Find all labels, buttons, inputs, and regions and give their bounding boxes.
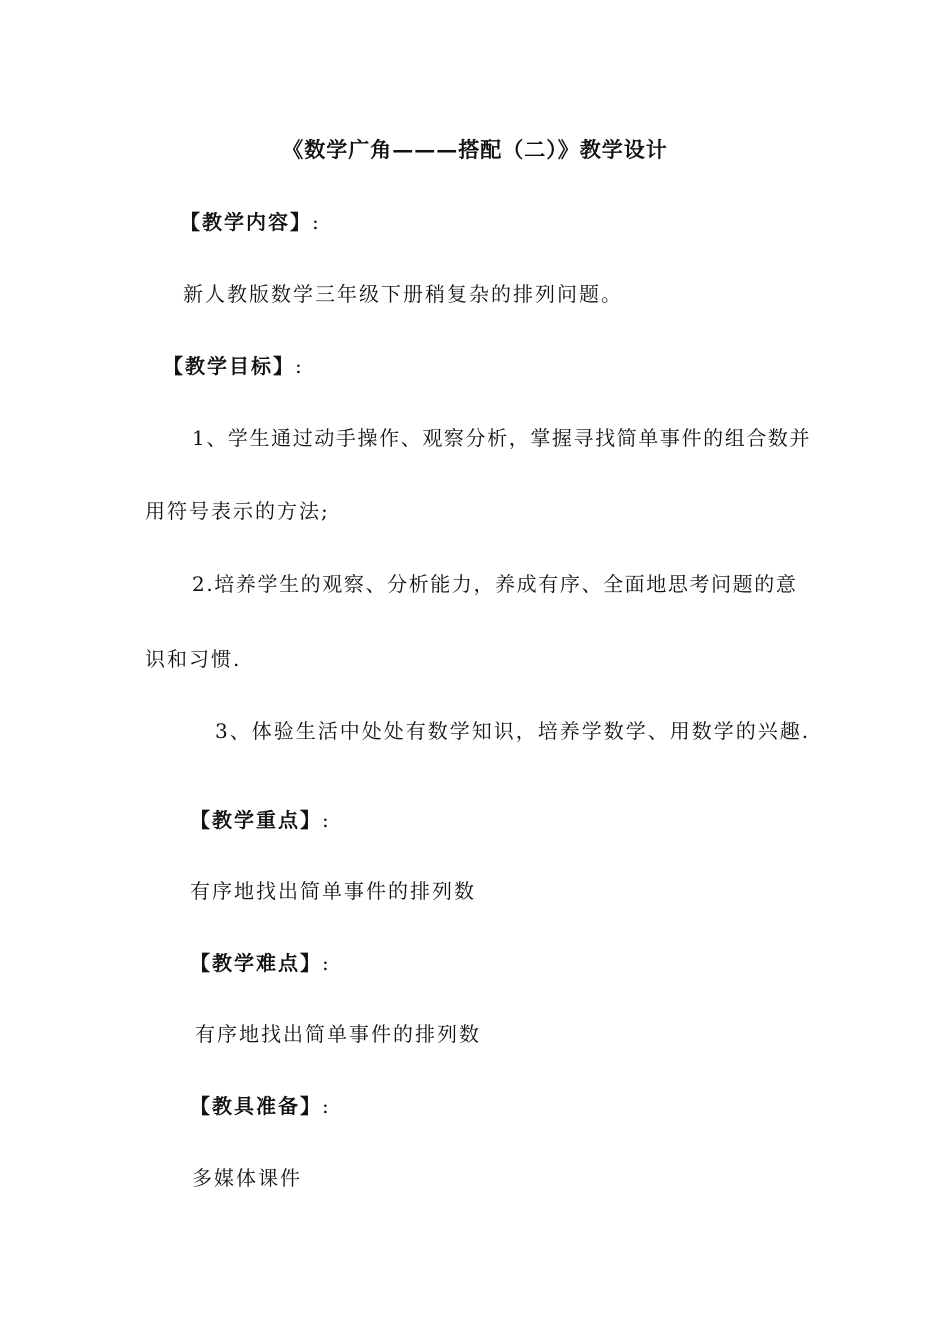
heading-colon: : [295,354,304,378]
document-title: 《数学广角———搭配（二）》教学设计 [282,137,668,162]
objective-1-line-1: 1、学生通过动手操作、观察分析，掌握寻找简单事件的组合数并 [192,426,812,450]
heading-colon: : [322,951,331,975]
heading-label: 【教学重点】 [190,808,322,832]
key-points-text: 有序地找出简单事件的排列数 [190,879,476,903]
section-heading-key-points [190,808,331,832]
content-text: 新人教版数学三年级下册稍复杂的排列问题。 [183,282,623,306]
heading-label: 【教学难点】 [190,951,322,975]
heading-colon: : [312,210,321,234]
heading-label: 【教学内容】 [180,210,312,234]
heading-colon: : [322,1094,331,1118]
materials-text: 多媒体课件 [192,1166,302,1190]
objective-2-line-2: 识和习惯. [145,647,242,671]
objective-3: 3、体验生活中处处有数学知识，培养学数学、用数学的兴趣. [215,719,811,743]
difficulties-text: 有序地找出简单事件的排列数 [195,1022,481,1046]
section-heading-materials [190,1094,331,1118]
objective-2-line-1: 2.培养学生的观察、分析能力，养成有序、全面地思考问题的意 [192,572,798,596]
section-heading-objectives [163,354,304,378]
heading-label: 【教学目标】 [163,354,295,378]
section-heading-content [180,210,321,234]
heading-colon: : [322,808,331,832]
heading-label: 【教具准备】 [190,1094,322,1118]
objective-1-line-2: 用符号表示的方法; [145,499,330,523]
section-heading-difficulties [190,951,331,975]
